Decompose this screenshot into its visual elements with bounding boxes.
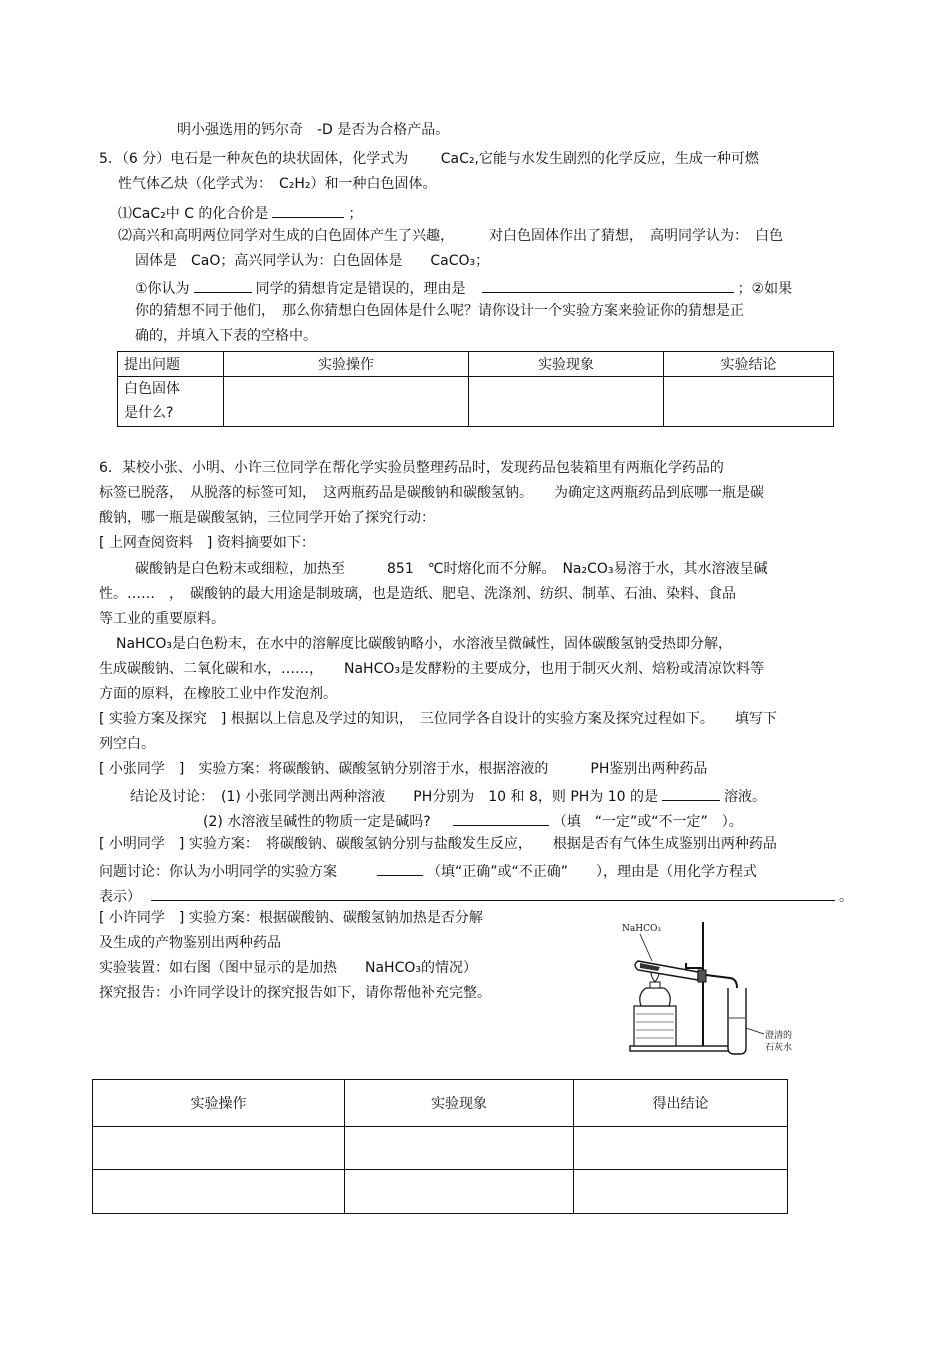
q5-cell-conclusion[interactable] — [664, 377, 834, 427]
q5-cell-question-line2: 是什么? — [124, 405, 174, 421]
q6-na2co3-info-1: 碳酸钠是白色粉末或细粒，加热至 851 ℃时熔化而不分解。 Na₂CO₃易溶于水，其水溶液呈碱 — [135, 561, 768, 577]
q6-table-header-row — [93, 1080, 788, 1127]
q6-cell-phenomenon-1[interactable] — [345, 1127, 574, 1170]
q5-th-conclusion: 实验结论 — [664, 352, 834, 377]
limewater-pointer — [746, 1028, 764, 1034]
q6-nahco3-info-3: 方面的原料，在橡胶工业中作发泡剂。 — [99, 686, 337, 702]
q6-ph10-blank[interactable] — [662, 784, 720, 801]
q6-ming-plan: [ 小明同学 ] 实验方案： 将碳酸钠、碳酸氢钠分别与盐酸发生反应， 根据是否有气体生成鉴别出两种药品 — [99, 836, 777, 852]
stand-base-plate — [630, 1046, 742, 1051]
nahco3-label: NaHCO₃ — [622, 924, 661, 934]
q6-th-operation: 实验操作 — [93, 1080, 345, 1127]
q5-wrong-student-blank[interactable] — [194, 276, 252, 293]
q6-cell-operation-2[interactable] — [93, 1170, 345, 1214]
q6-equation-end: 。 — [839, 889, 853, 905]
q6-th-phenomenon: 实验现象 — [345, 1080, 574, 1127]
lamp-block — [634, 1006, 676, 1046]
q5-valence-blank[interactable] — [272, 201, 344, 218]
receiving-tube — [728, 988, 746, 1054]
q6-ming-d-text: 问题讨论：你认为小明同学的实验方案 — [99, 864, 337, 880]
q5-th-operation: 实验操作 — [224, 352, 469, 377]
q6-zhang-plan: [ 小张同学 ] 实验方案：将碳酸钠、碳酸氢钠分别溶于水，根据溶液的 PH鉴别出两种药品 — [99, 761, 708, 777]
q5-table-header-row — [118, 352, 834, 377]
q6-xu-plan-cont: 及生成的产物鉴别出两种药品 — [99, 935, 281, 951]
q6-nahco3-info-2: 生成碳酸钠、二氧化碳和水，……， NaHCO₃是发酵粉的主要成分，也用于制灭火剂、焙粉或清凉饮料等 — [99, 661, 764, 677]
q5-line-2: 性气体乙炔（化学式为： C₂H₂）和一种白色固体。 — [118, 176, 437, 192]
q6-na2co3-info-2: 性。…… ， 碳酸钠的最大用途是制玻璃，也是造纸、肥皂、洗涤剂、纺织、制革、石油、染料、食品 — [99, 586, 736, 602]
q6-zhang-c1-end: 溶液。 — [724, 789, 767, 805]
q6-table-row — [93, 1127, 788, 1170]
q6-zhang-conclusion-1 — [130, 784, 766, 807]
limewater-label-1: 澄清的 — [765, 1031, 793, 1041]
q6-report-line: 探究报告：小许同学设计的探究报告如下，请你帮他补充完整。 — [99, 985, 491, 1001]
q5-th-question: 提出问题 — [118, 352, 224, 377]
q5-sub1-b: 同学的猜想肯定是错误的，理由是 — [255, 281, 466, 297]
q6-zhang-c2-end: （填 “一定”或“不一定” ）。 — [552, 814, 743, 830]
q5-cell-question-line1: 白色固体 — [124, 381, 180, 397]
q5-sub1-a: ①你认为 — [135, 281, 190, 297]
lamp-wick-holder — [650, 982, 660, 988]
q6-cell-conclusion-2[interactable] — [574, 1170, 788, 1214]
q5-part1-end: ； — [348, 206, 363, 222]
q6-apparatus-line: 实验装置：如右图（图中显示的是加热 NaHCO₃的情况） — [99, 960, 477, 976]
q6-xu-plan: [ 小许同学 ] 实验方案：根据碳酸钠、碳酸氢钠加热是否分解 — [99, 910, 483, 926]
q6-nahco3-info-1: NaHCO₃是白色粉末，在水中的溶解度比碳酸钠略小，水溶液呈微碱性，固体碳酸氢钠受热即分解， — [116, 636, 732, 652]
q6-table-row — [93, 1170, 788, 1214]
q5-part1-text: ⑴CaC₂中 C 的化合价是 — [118, 206, 269, 222]
q6-equation-label: 表示） — [99, 889, 141, 905]
q6-equation-blank[interactable] — [151, 884, 835, 901]
q5-line-1: 5．（6 分）电石是一种灰色的块状固体，化学式为 CaC₂,它能与水发生剧烈的化学反应，生成一种可燃 — [99, 151, 759, 167]
heating-apparatus-figure — [620, 918, 805, 1060]
q6-na2co3-info-3: 等工业的重要原料。 — [99, 611, 225, 627]
q6-zhang-c2-text: (2) 水溶液呈碱性的物质一定是碱吗? — [203, 814, 431, 830]
q6-cell-phenomenon-2[interactable] — [345, 1170, 574, 1214]
q5-part2-line-2: 固体是 CaO；高兴同学认为：白色固体是 CaCO₃； — [135, 253, 490, 269]
q6-ming-equation — [99, 884, 853, 907]
q6-zhang-conclusion-2 — [203, 809, 743, 832]
q5-table-row — [118, 377, 834, 427]
q6-zhang-c1-text: 结论及讨论： (1) 小张同学测出两种溶液 PH分别为 10 和 8，则 PH为 10 的是 — [130, 789, 659, 805]
q6-line-3: 酸钠，哪一瓶是碳酸氢钠，三位同学开始了探究行动： — [99, 510, 435, 526]
q5-part2-line-1: ⑵高兴和高明两位同学对生成的白色固体产生了兴趣， 对白色固体作出了猜想， 高明同学认为： 白色 — [118, 228, 783, 244]
q5-cell-operation[interactable] — [224, 377, 469, 427]
q5-reason-blank[interactable] — [482, 276, 734, 293]
q5-sub2: 你的猜想不同于他们， 那么你猜想白色固体是什么呢？请你设计一个实验方案来验证你的猜想是正 — [135, 303, 744, 319]
q4-ending-line: 明小强选用的钙尔奇 -D 是否为合格产品。 — [177, 122, 450, 138]
label-pointer — [640, 934, 652, 961]
q6-cell-conclusion-1[interactable] — [574, 1127, 788, 1170]
q6-report-table — [92, 1079, 788, 1214]
q5-cell-phenomenon[interactable] — [469, 377, 664, 427]
test-tube — [635, 961, 698, 980]
alcohol-lamp — [640, 988, 670, 1006]
q5-sub3: 确的，并填入下表的空格中。 — [135, 328, 317, 344]
q5-cell-question — [118, 377, 224, 427]
q6-line-1: 6．某校小张、小明、小许三位同学在帮化学实验员整理药品时，发现药品包装箱里有两瓶化学药品的 — [99, 460, 724, 476]
q6-plan-heading: [ 实验方案及探究 ] 根据以上信息及学过的知识， 三位同学各自设计的实验方案及探究过程如下。 填写下 — [99, 711, 777, 727]
q6-correct-blank[interactable] — [377, 859, 423, 876]
q5-part1 — [118, 201, 362, 224]
q6-base-blank[interactable] — [453, 809, 549, 826]
q6-ming-d-end: （填“正确”或“不正确” ），理由是（用化学方程式 — [427, 864, 758, 880]
limewater-label-2: 石灰水 — [765, 1043, 793, 1053]
q5-th-phenomenon: 实验现象 — [469, 352, 664, 377]
q5-answer-table — [117, 351, 834, 427]
q6-research-heading: [ 上网查阅资料 ] 资料摘要如下： — [99, 535, 315, 551]
q5-sub1-c: ；②如果 — [737, 281, 793, 297]
stopper — [698, 970, 706, 982]
q6-cell-operation-1[interactable] — [93, 1127, 345, 1170]
q6-th-conclusion: 得出结论 — [574, 1080, 788, 1127]
q6-ming-discussion — [99, 859, 757, 882]
q6-plan-heading-cont: 列空白。 — [99, 736, 155, 752]
q6-line-2: 标签已脱落， 从脱落的标签可知， 这两瓶药品是碳酸钠和碳酸氢钠。 为确定这两瓶药品到底哪一瓶是碳 — [99, 485, 764, 501]
q5-sub1 — [135, 276, 792, 299]
